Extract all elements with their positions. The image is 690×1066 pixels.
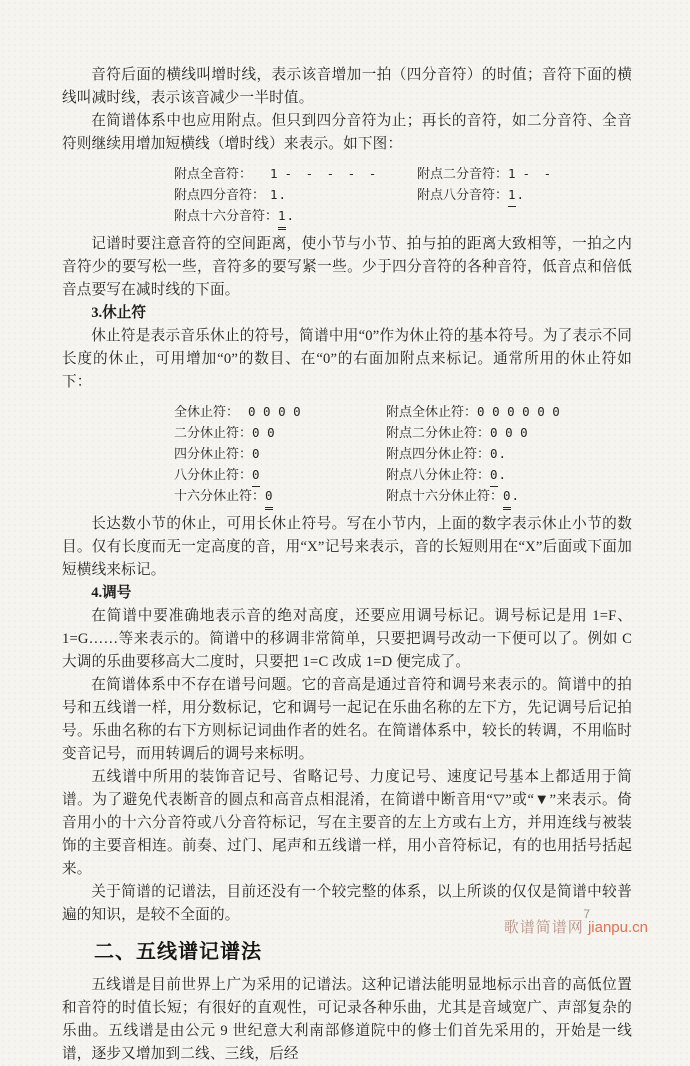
paragraph-key-signature: 在简谱中要准确地表示音的绝对高度，还要应用调号标记。调号标记是用 1=F、1=G……等来表示的。简谱中的移调非常简单，只要把调号改动一下便可以了。例如 C 大调的乐曲要移高大二度时，只要把 1=C 改成 1=D 便完成了。 (62, 608, 632, 670)
subheading-rests: 3.休止符 (91, 305, 146, 321)
entry-value: 0 (252, 446, 260, 461)
entry-value: 1 (508, 166, 516, 181)
entry-dot: . (286, 208, 295, 223)
watermark-url: jianpu.cn (587, 919, 648, 936)
dotted-quarter-note-entry (174, 184, 417, 205)
whole-rest-entry (174, 401, 386, 422)
table-row (174, 464, 632, 485)
entry-value: 0 0 0 0 (248, 404, 301, 419)
table-row (174, 443, 632, 464)
paragraph-ornaments: 五线谱中所用的装饰音记号、省略记号、力度记号、速度记号基本上都适用于简谱。为了避免代表断音的圆点和高音点相混淆，在简谱中断音用“▽”或“▼”来表示。倚音用小的十六分音符或八分音符标记，写在主要音的左上方或右上方，并用连线与被装饰的主要音相连。前奏、过门、尾声和五线谱一样，用小音符标记，有的也用括号括起来。 (62, 769, 632, 877)
entry-label: 全休止符： (174, 404, 240, 419)
paragraph-summary: 关于简谱的记谱法，目前还没有一个较完整的体系，以上所谈的仅仅是简谱中较普遍的知识，是较不全面的。 (62, 884, 632, 923)
watermark (504, 919, 648, 936)
entry-value-underlined: 0 (252, 464, 260, 487)
table-row (174, 401, 632, 422)
entry-value: 0 0 0 (490, 425, 528, 440)
entry-label: 附点八分音符： (417, 187, 509, 202)
entry-value: 0 0 0 0 0 0 (477, 404, 560, 419)
entry-value-underlined: 0 (490, 464, 498, 487)
entry-value-double-underlined: 0 (265, 485, 273, 510)
dotted-whole-note-entry (174, 163, 417, 184)
entry-value: 0 0 (252, 425, 275, 440)
paragraph-clef-and-meter: 在简谱体系中不存在谱号问题。它的音高是通过音符和调号来表示的。简谱中的拍号和五线谱一样，用分数标记，它和调号一起记在乐曲名称的左下方，先记调号后记拍号。乐曲名称的右下方则标记词曲作者的姓名。在简谱体系中，较长的转调，不用临时变音记号，而用转调后的调号来标明。 (62, 677, 632, 762)
entry-value: 1 (270, 166, 278, 181)
entry-dot: . (498, 446, 507, 461)
entry-label: 附点二分音符： (417, 166, 509, 181)
entry-duration-dashes: - - - - - (284, 166, 380, 181)
entry-value: 0 (490, 446, 498, 461)
entry-label: 附点四分音符： (174, 187, 266, 202)
page-footer (504, 907, 648, 935)
entry-dot: . (511, 488, 520, 503)
entry-label: 附点八分休止符： (386, 467, 491, 482)
entry-dot: . (516, 187, 525, 202)
subheading-key-signature: 4.调号 (91, 585, 132, 601)
entry-label: 八分休止符： (174, 467, 253, 482)
dotted-eighth-note-entry (417, 184, 524, 207)
paragraph-rest-intro: 休止符是表示音乐休止的符号，简谱中用“0”作为休止符的基本符号。为了表示不同长度的休止，可用增加“0”的数目、在“0”的右面加附点来标记。通常所用的休止符如下： (62, 328, 632, 390)
entry-value: 1 (270, 187, 278, 202)
eighth-rest-entry (174, 464, 386, 487)
dotted-eighth-rest-entry (386, 464, 506, 487)
table-row (174, 184, 632, 205)
page-number: 7 (583, 907, 590, 921)
sixteenth-rest-entry (174, 485, 386, 510)
entry-value-underlined: 1 (508, 184, 516, 207)
paragraph-note-spacing: 记谱时要注意音符的空间距离，使小节与小节、拍与拍的距离大致相等，一拍之内音符少的要写松一些，音符多的要写紧一些。少于四分音符的各种音符，低音点和倍低音点要写在减时线的下面。 (62, 236, 632, 298)
paragraph-staff-intro: 五线谱是目前世界上广为采用的记谱法。这种记谱法能明显地标示出音的高低位置和音符的时值长短；有很好的直观性，可记录各种乐曲，尤其是音域宽广、声部复杂的乐曲。五线谱是由公元 9 世纪意大利南部修道院中的修士们首先采用的，开始是一线谱，逐步又增加到二线、三线，后经 (62, 977, 632, 1062)
table-row (174, 485, 632, 506)
paragraph-dotted-note-intro: 在简谱体系中也应用附点。但只到四分音符为止；再长的音符，如二分音符、全音符则继续用增加短横线（增时线）来表示。如下图： (62, 113, 632, 152)
entry-duration-dashes: - - (522, 166, 555, 181)
entry-label: 十六分休止符： (174, 488, 266, 503)
dotted-quarter-rest-entry (386, 443, 506, 464)
dotted-half-note-entry (417, 163, 554, 184)
entry-value-double-underlined: 1 (278, 205, 286, 230)
dotted-note-table (174, 163, 632, 226)
entry-dot: . (278, 187, 287, 202)
dotted-sixteenth-note-entry (174, 205, 417, 230)
entry-value-double-underlined: 0 (503, 485, 511, 510)
entry-dot: . (498, 467, 507, 482)
entry-label: 二分休止符： (174, 425, 253, 440)
entry-label: 附点十六分休止符： (386, 488, 504, 503)
rest-table (174, 401, 632, 506)
quarter-rest-entry (174, 443, 386, 464)
entry-label: 附点二分休止符： (386, 425, 491, 440)
dotted-sixteenth-rest-entry (386, 485, 519, 510)
entry-label: 四分休止符： (174, 446, 253, 461)
heading-staff-notation: 二、五线谱记谱法 (94, 941, 262, 963)
half-rest-entry (174, 422, 386, 443)
dotted-half-rest-entry (386, 422, 528, 443)
entry-label: 附点全休止符： (386, 404, 478, 419)
table-row (174, 422, 632, 443)
entry-label: 附点四分休止符： (386, 446, 491, 461)
table-row (174, 163, 632, 184)
table-row (174, 205, 632, 226)
entry-label: 附点全音符： (174, 166, 253, 181)
paragraph-duration-lines: 音符后面的横线叫增时线，表示该音增加一拍（四分音符）的时值；音符下面的横线叫减时线，表示该音减少一半时值。 (62, 67, 632, 106)
paragraph-long-rest: 长达数小节的休止，可用长休止符号。写在小节内，上面的数字表示休止小节的数目。仅有长度而无一定高度的音，用“X”记号来表示，音的长短则用在“X”后面或下面加短横线来标记。 (62, 516, 632, 578)
dotted-whole-rest-entry (386, 401, 560, 422)
watermark-site-name: 歌谱简谱网 (503, 919, 584, 936)
entry-label: 附点十六分音符： (174, 208, 279, 223)
